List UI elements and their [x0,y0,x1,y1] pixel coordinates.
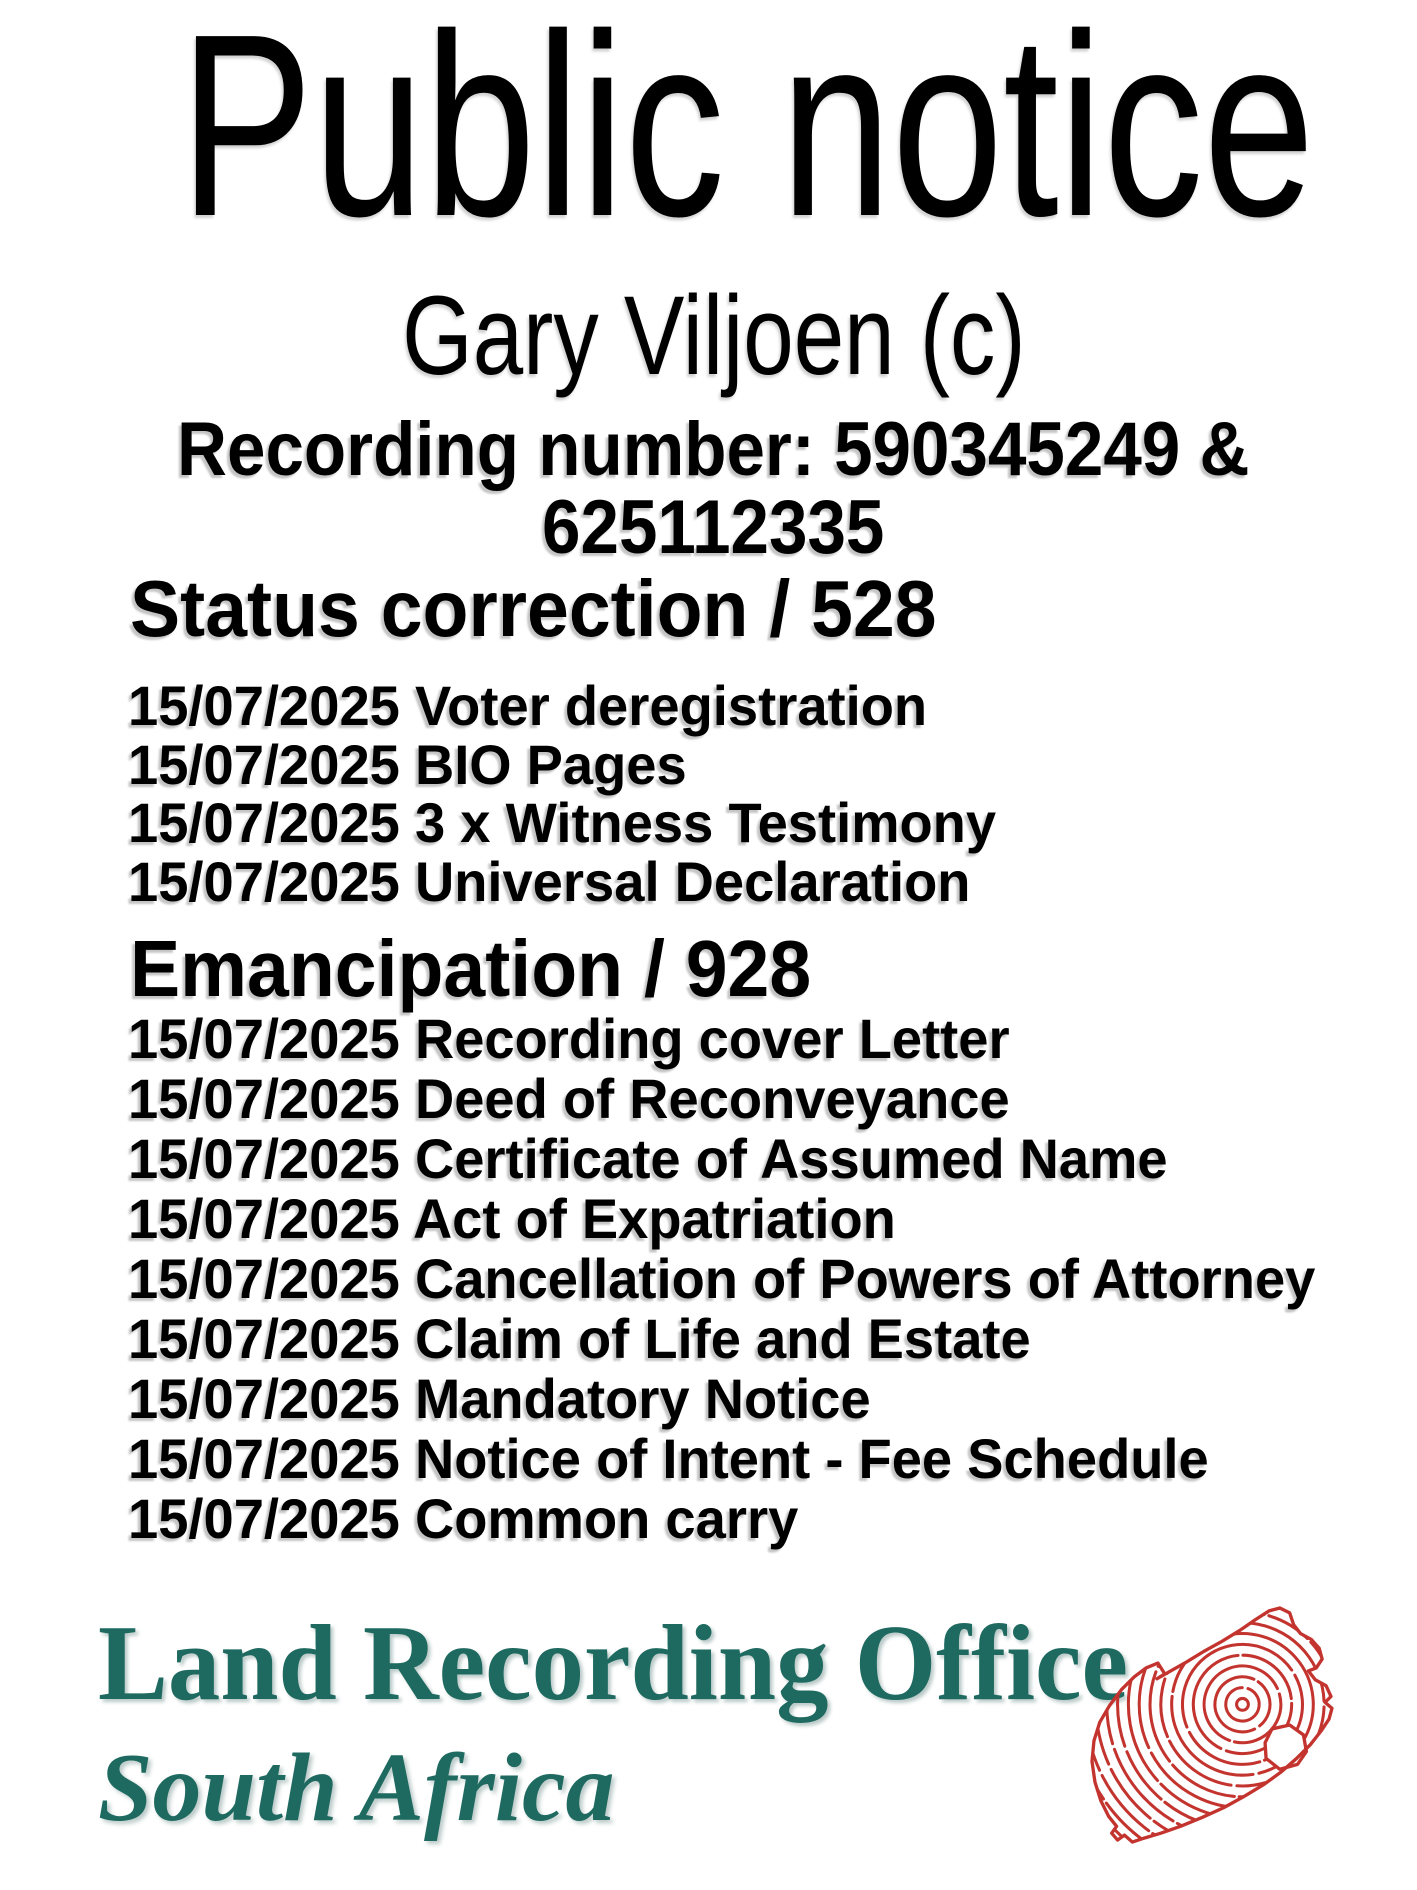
line-date: 15/07/2025 [128,849,400,913]
line-date: 15/07/2025 [128,1187,400,1250]
line-title: Voter deregistration [414,674,928,737]
document-line [128,1369,1315,1429]
fingerprint-ridge [1208,1670,1276,1738]
lesotho-cutout-outline [1265,1725,1306,1769]
section-heading-emancipation [130,924,855,1013]
line-title: Claim of Life and Estate [414,1307,1031,1370]
document-line [128,1309,1315,1369]
document-line [128,1429,1315,1489]
document-line [128,674,996,737]
line-date: 15/07/2025 [128,791,400,854]
page-title: Public notice [179,0,1315,271]
document-line [128,1069,1315,1129]
line-date: 15/07/2025 [128,674,400,737]
line-date: 15/07/2025 [128,1247,400,1310]
line-title: 3 x Witness Testimony [414,791,997,854]
logo-org-name-row [98,1604,1160,1723]
document-line [128,1009,1315,1069]
org-region: South Africa [98,1734,615,1842]
document-line [128,1489,1315,1549]
line-title: Mandatory Notice [414,1367,871,1430]
logo-org-region-row [98,1734,615,1842]
line-title: Notice of Intent - Fee Schedule [414,1427,1209,1490]
line-date: 15/07/2025 [128,1367,400,1430]
line-title: Deed of Reconveyance [414,1067,1010,1130]
recording-number-line1: Recording number: 590345249 & [177,407,1250,492]
line-date: 15/07/2025 [128,1007,400,1070]
line-date: 15/07/2025 [128,1487,400,1550]
document-line [128,1249,1315,1309]
line-title: Recording cover Letter [414,1007,1010,1070]
line-date: 15/07/2025 [128,1307,400,1370]
recording-number-line2: 625112335 [542,485,885,570]
line-title: Common carry [414,1487,799,1550]
section-heading-text: Status correction / 528 [130,564,937,653]
document-line [128,1129,1315,1189]
title-row [10,0,1417,271]
line-date: 15/07/2025 [128,1127,400,1190]
line-title: Cancellation of Powers of Attorney [414,1247,1316,1310]
recording-number-row [10,407,1417,570]
subject-name: Gary Viljoen (c) [401,273,1026,398]
section-heading-text: Emancipation / 928 [130,924,812,1013]
line-title: BIO Pages [414,732,687,796]
line-title: Certificate of Assumed Name [414,1127,1168,1190]
line-date: 15/07/2025 [128,732,400,796]
south-africa-fingerprint-map-icon [1082,1606,1340,1844]
fingerprint-ridge [1237,1698,1249,1710]
recording-number [177,407,1250,570]
line-title: Act of Expatriation [412,1187,896,1250]
subject-row [10,273,1417,398]
section-heading-status-correction [130,564,988,653]
line-date: 15/07/2025 [128,1427,400,1490]
status-correction-document-list [128,674,997,913]
document-line [128,791,997,854]
document-line [128,732,996,796]
fingerprint-ridge [1142,1606,1340,1804]
fingerprint-ridges [1082,1606,1340,1844]
document-line [128,849,996,913]
emancipation-document-list [128,1009,1315,1549]
line-date: 15/07/2025 [128,1067,400,1130]
document-line [128,1189,1315,1249]
fingerprint-ridge [1219,1681,1266,1728]
fingerprint-ridge [1177,1639,1307,1769]
org-name: Land Recording Office [98,1604,1129,1723]
line-title: Universal Declaration [414,849,971,913]
